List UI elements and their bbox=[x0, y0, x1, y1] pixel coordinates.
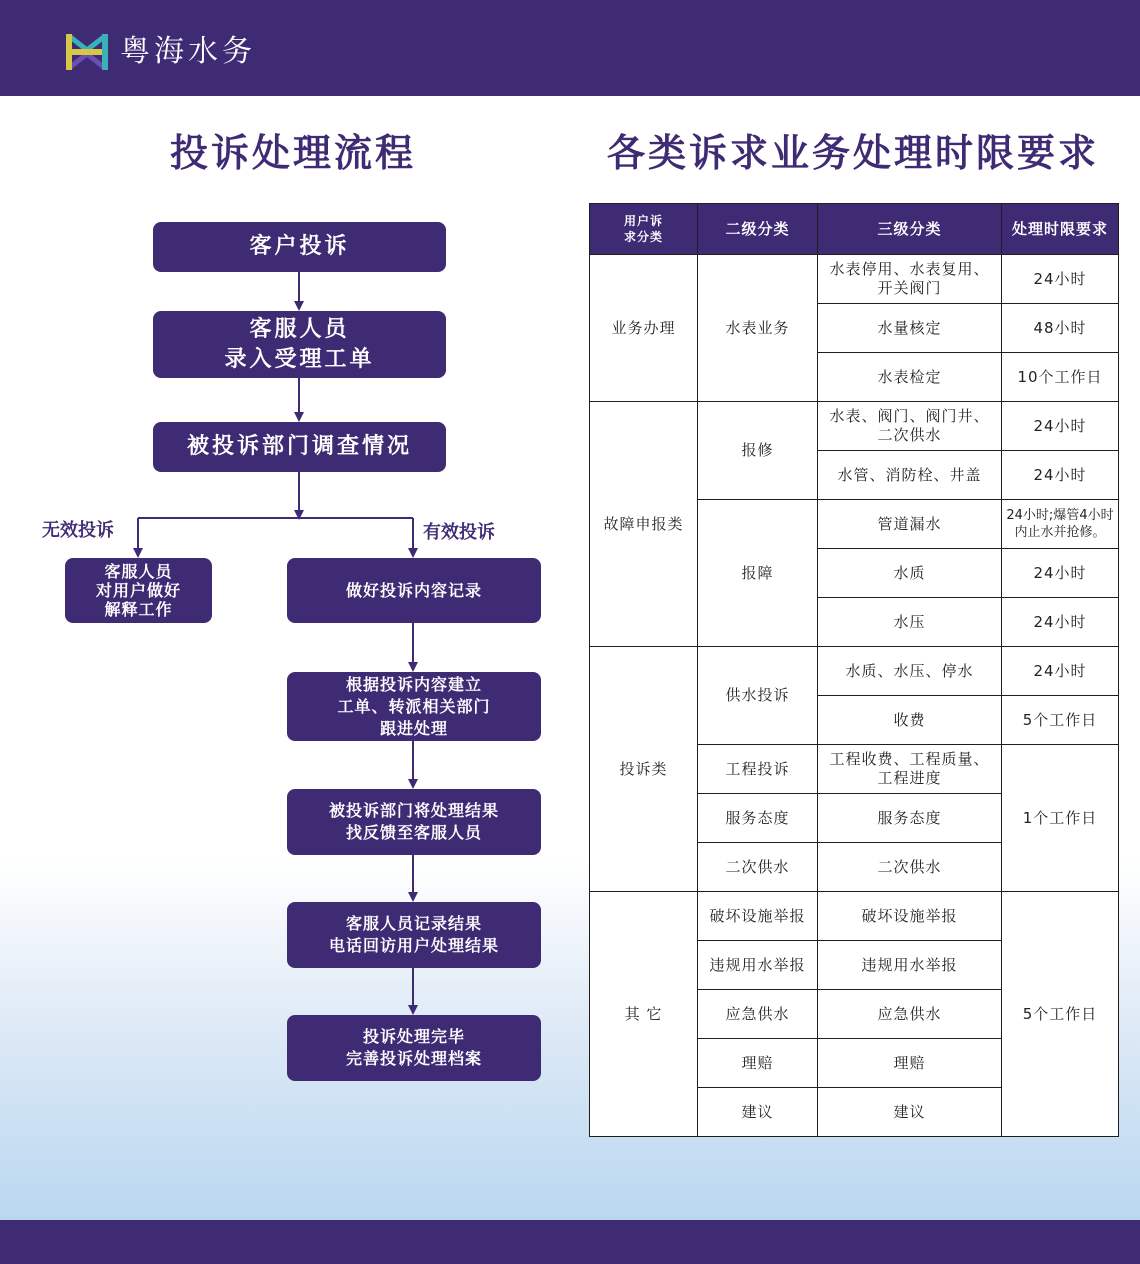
secondary-claims: 理赔 bbox=[698, 1039, 818, 1088]
secondary-violation: 违规用水举报 bbox=[698, 941, 818, 990]
table-row bbox=[590, 647, 1119, 696]
label-invalid-complaint: 无效投诉 bbox=[42, 520, 114, 541]
tertiary-cell: 应急供水 bbox=[818, 990, 1002, 1039]
table-row bbox=[590, 255, 1119, 304]
secondary-engineering: 工程投诉 bbox=[698, 745, 818, 794]
table-title: 各类诉求业务处理时限要求 bbox=[607, 131, 1100, 175]
limit-cell: 5个工作日 bbox=[1002, 696, 1119, 745]
step-callback: 客服人员记录结果 电话回访用户处理结果 bbox=[287, 902, 541, 968]
secondary-service: 服务态度 bbox=[698, 794, 818, 843]
tertiary-cell: 建议 bbox=[818, 1088, 1002, 1137]
flow-title: 投诉处理流程 bbox=[170, 131, 417, 175]
limit-cell: 24小时 bbox=[1002, 549, 1119, 598]
limit-cell: 24小时 bbox=[1002, 647, 1119, 696]
tertiary-cell: 工程收费、工程质量、 工程进度 bbox=[818, 745, 1002, 794]
brand-name: 粤海水务 bbox=[120, 34, 256, 69]
category-fault: 故障申报类 bbox=[590, 402, 698, 647]
header-tertiary: 三级分类 bbox=[818, 204, 1002, 255]
time-limit-table bbox=[589, 203, 1119, 1137]
tertiary-cell: 水质 bbox=[818, 549, 1002, 598]
tertiary-cell: 水表检定 bbox=[818, 353, 1002, 402]
table-row bbox=[590, 402, 1119, 451]
secondary-emergency: 应急供水 bbox=[698, 990, 818, 1039]
category-business: 业务办理 bbox=[590, 255, 698, 402]
limit-cell: 24小时 bbox=[1002, 598, 1119, 647]
tertiary-cell: 服务态度 bbox=[818, 794, 1002, 843]
step-feedback: 被投诉部门将处理结果 找反馈至客服人员 bbox=[287, 789, 541, 855]
tertiary-cell: 水压 bbox=[818, 598, 1002, 647]
table-row bbox=[590, 892, 1119, 941]
step-dispatch: 根据投诉内容建立 工单、转派相关部门 跟进处理 bbox=[287, 672, 541, 741]
limit-cell: 24小时 bbox=[1002, 402, 1119, 451]
limit-cell: 5个工作日 bbox=[1002, 892, 1119, 1137]
tertiary-cell: 水量核定 bbox=[818, 304, 1002, 353]
secondary-repair: 报修 bbox=[698, 402, 818, 500]
limit-cell: 10个工作日 bbox=[1002, 353, 1119, 402]
secondary-meter: 水表业务 bbox=[698, 255, 818, 402]
limit-cell: 24小时 bbox=[1002, 451, 1119, 500]
secondary-suggestion: 建议 bbox=[698, 1088, 818, 1137]
tertiary-cell: 二次供水 bbox=[818, 843, 1002, 892]
header-secondary: 二级分类 bbox=[698, 204, 818, 255]
step-investigation: 被投诉部门调查情况 bbox=[153, 422, 446, 472]
category-complaint: 投诉类 bbox=[590, 647, 698, 892]
secondary-destroy: 破坏设施举报 bbox=[698, 892, 818, 941]
secondary-secondary-supply: 二次供水 bbox=[698, 843, 818, 892]
limit-cell: 1个工作日 bbox=[1002, 745, 1119, 892]
category-other: 其 它 bbox=[590, 892, 698, 1137]
tertiary-cell: 管道漏水 bbox=[818, 500, 1002, 549]
limit-cell: 24小时 bbox=[1002, 255, 1119, 304]
secondary-supply: 供水投诉 bbox=[698, 647, 818, 745]
step-invalid-explain: 客服人员 对用户做好 解释工作 bbox=[65, 558, 212, 623]
step-customer-complaint: 客户投诉 bbox=[153, 222, 446, 272]
tertiary-cell: 水管、消防栓、井盖 bbox=[818, 451, 1002, 500]
tertiary-cell: 理赔 bbox=[818, 1039, 1002, 1088]
tertiary-cell: 水表、阀门、阀门井、 二次供水 bbox=[818, 402, 1002, 451]
tertiary-cell: 收费 bbox=[818, 696, 1002, 745]
step-entry: 客服人员 录入受理工单 bbox=[153, 311, 446, 378]
limit-cell: 48小时 bbox=[1002, 304, 1119, 353]
table-header-row bbox=[590, 204, 1119, 255]
step-record: 做好投诉内容记录 bbox=[287, 558, 541, 623]
header-time-limit: 处理时限要求 bbox=[1002, 204, 1119, 255]
tertiary-cell: 水表停用、水表复用、 开关阀门 bbox=[818, 255, 1002, 304]
footer-bar bbox=[0, 1220, 1140, 1264]
tertiary-cell: 违规用水举报 bbox=[818, 941, 1002, 990]
secondary-fault: 报障 bbox=[698, 500, 818, 647]
step-archive: 投诉处理完毕 完善投诉处理档案 bbox=[287, 1015, 541, 1081]
limit-cell: 24小时;爆管4小时 内止水并抢修。 bbox=[1002, 500, 1119, 549]
header-category: 用户诉 求分类 bbox=[590, 204, 698, 255]
tertiary-cell: 破坏设施举报 bbox=[818, 892, 1002, 941]
label-valid-complaint: 有效投诉 bbox=[423, 522, 495, 543]
tertiary-cell: 水质、水压、停水 bbox=[818, 647, 1002, 696]
